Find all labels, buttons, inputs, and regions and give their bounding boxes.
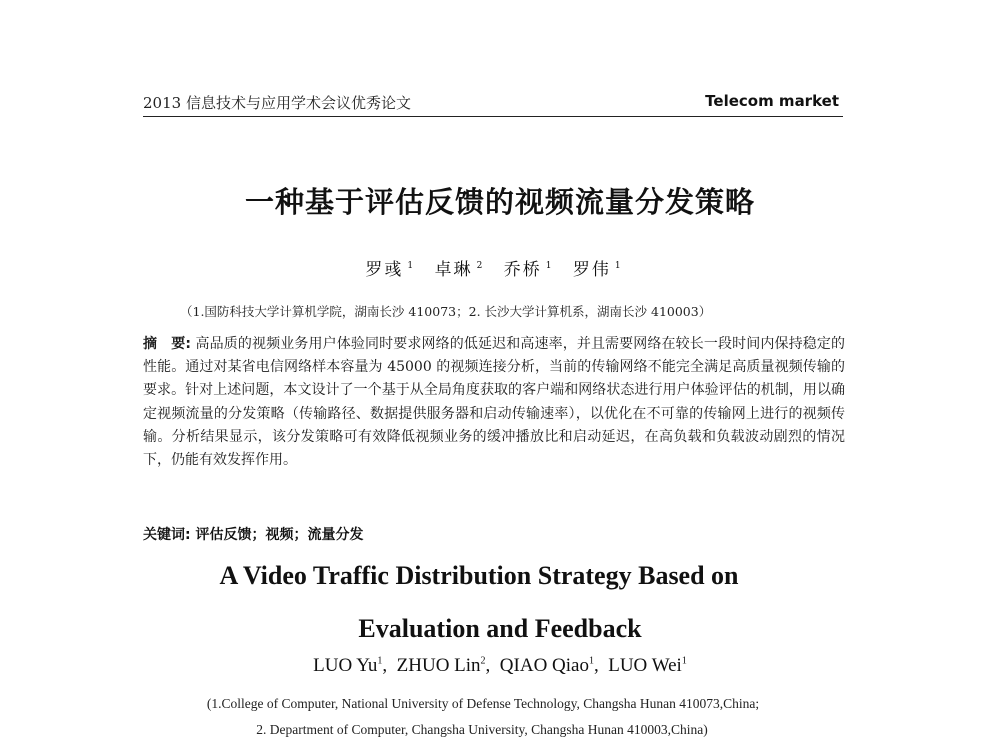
author-name: LUO Yu: [313, 655, 378, 676]
keywords-chinese: [143, 524, 845, 544]
affiliation-chinese: （1.国防科技大学计算机学院，湖南长沙 410073；2. 长沙大学计算机系，湖南长沙 410003）: [180, 304, 712, 319]
affiliation-english-line2: 2. Department of Computer, Changsha University, Changsha Hunan 410003,China): [256, 722, 708, 737]
author-list-chinese: [0, 255, 1000, 280]
author-affiliation-mark: 2: [476, 261, 483, 272]
author-affiliation-mark: 1: [545, 261, 552, 272]
paper-title-english-line2: Evaluation and Feedback: [358, 614, 642, 643]
running-header: [143, 88, 843, 117]
paper-title-chinese: 一种基于评估反馈的视频流量分发策略: [244, 185, 755, 219]
author-list-english: LUO Yu$^1$, ZHUO Lin$^2$, QIAO Qiao$^1$, LUO Wei$^1$: [313, 655, 687, 676]
paper-title-english-line1: A Video Traffic Distribution Strategy Based on: [219, 561, 739, 590]
author-affiliation-mark: 2: [480, 655, 486, 667]
author-name: ZHUO Lin: [396, 655, 481, 676]
author-affiliation-mark: 1: [407, 261, 414, 272]
author-name: 卓琳: [434, 260, 473, 280]
affiliation-english-line1: (1.College of Computer, National University of Defense Technology, Changsha Hunan 410073,China;: [206, 696, 760, 711]
author-affiliation-mark: 1: [614, 261, 621, 272]
abstract-text: 高品质的视频业务用户体验同时要求网络的低延迟和高速率，并且需要网络在较长一段时间内保持稳定的性能。通过对某省电信网络样本容量为 45000 的视频连接分析，当前的传输网络不能完全满足高质量视频传输的要求。针对上述问题，本文设计了一个基于从全局角度获取的客户端和网络状态进行用户体验评估的机制，用以确定视频流量的分发策略（传输路径、数据提供服务器和启动传输速率），以优化在不可靠的传输网上进行的视频传输。分析结果显示，该分发策略可有效降低视频业务的缓冲播放比和启动延迟，在高负载和负载波动剧烈的情况下，仍能有效发挥作用。: [143, 336, 845, 469]
header-journal-name: Telecom market: [705, 92, 839, 110]
abstract-label: 摘 要:: [143, 336, 191, 352]
author-name: 罗彧: [365, 260, 404, 280]
author-name: LUO Wei: [608, 655, 682, 676]
author-name: 罗伟: [572, 260, 611, 280]
author-name: QIAO Qiao: [499, 655, 589, 676]
author-affiliation-mark: 1: [681, 655, 687, 667]
keywords-label: 关键词:: [143, 527, 191, 543]
abstract-chinese: [143, 333, 845, 472]
author-name: 乔桥: [503, 260, 542, 280]
keywords-text: 评估反馈；视频；流量分发: [195, 527, 364, 543]
author-affiliation-mark: 1: [588, 655, 594, 667]
header-proceedings-title: 2013 信息技术与应用学术会议优秀论文: [143, 94, 411, 112]
author-affiliation-mark: 1: [377, 655, 383, 667]
